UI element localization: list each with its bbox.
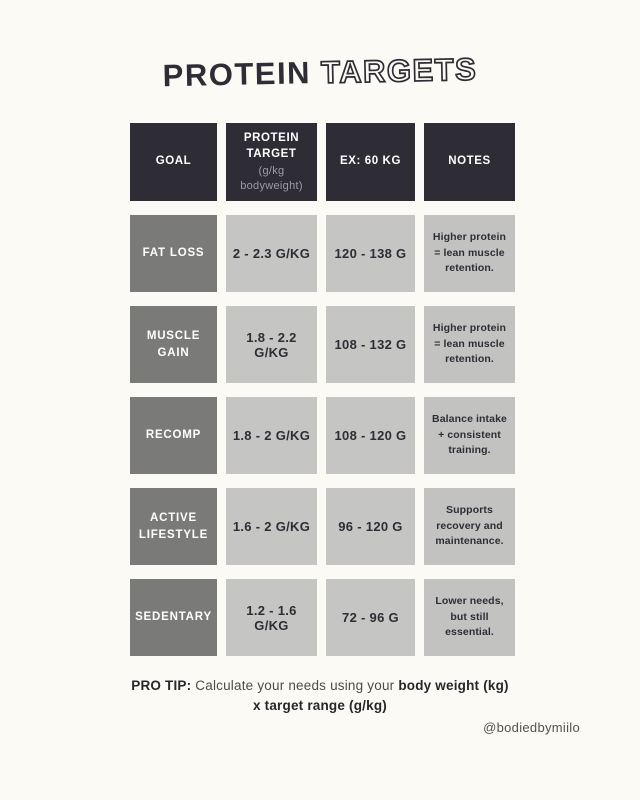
example-value: 96 - 120 G [338, 519, 403, 534]
goal-cell [130, 488, 217, 565]
notes-cell [424, 306, 515, 383]
target-value: 1.8 - 2.2 G/KG [246, 329, 297, 360]
notes-text: Higher protein = lean muscle retention. [432, 230, 507, 275]
notes-text: Supports recovery and maintenance. [435, 503, 504, 548]
target-cell [226, 579, 317, 656]
title-word-protein: PROTEIN [162, 55, 312, 94]
column-header-protein-target [226, 123, 317, 201]
notes-cell [424, 215, 515, 292]
pro-tip-bold-line2: x target range (g/kg) [253, 698, 387, 714]
goal-label: FAT LOSS [142, 247, 205, 260]
example-cell [326, 488, 415, 565]
column-header-goal [130, 123, 217, 201]
goal-label: MUSCLE GAIN [146, 329, 201, 359]
notes-text: Higher protein = lean muscle retention. [432, 321, 507, 366]
column-header-example [326, 123, 415, 201]
goal-label: ACTIVE LIFESTYLE [138, 511, 209, 541]
page-title [0, 49, 640, 96]
target-value: 2 - 2.3 G/KG [232, 246, 311, 261]
goal-cell [130, 306, 217, 383]
target-cell [226, 488, 317, 565]
notes-cell [424, 397, 515, 474]
target-cell [226, 397, 317, 474]
notes-cell [424, 579, 515, 656]
protein-targets-table [130, 123, 515, 656]
pro-tip-label: PRO TIP: [131, 678, 192, 693]
target-value: 1.8 - 2 G/KG [232, 428, 311, 443]
social-handle: @bodiedbymiilo [483, 720, 580, 735]
example-value: 108 - 120 G [334, 428, 407, 443]
target-cell [226, 306, 317, 383]
example-value: 108 - 132 G [334, 337, 407, 352]
notes-cell [424, 488, 515, 565]
example-cell [326, 215, 415, 292]
example-value: 120 - 138 G [334, 246, 407, 261]
target-value: 1.6 - 2 G/KG [232, 519, 311, 534]
goal-cell [130, 397, 217, 474]
goal-label: RECOMP [145, 429, 202, 442]
column-header-protein-target-sub: (g/kg bodyweight) [240, 165, 303, 192]
pro-tip-lead: Calculate your needs using your [191, 678, 399, 693]
example-cell [326, 397, 415, 474]
target-value: 1.2 - 1.6 G/KG [246, 602, 297, 633]
pro-tip-bold-line1: body weight (kg) [398, 678, 509, 693]
example-value: 72 - 96 G [342, 610, 399, 625]
example-cell [326, 579, 415, 656]
goal-cell [130, 215, 217, 292]
example-cell [326, 306, 415, 383]
column-header-protein-target-label: PROTEIN TARGET [243, 132, 300, 160]
pro-tip [0, 676, 640, 717]
notes-text: Balance intake + consistent training. [432, 412, 507, 457]
column-header-example-label: EX: 60 KG [339, 155, 401, 168]
goal-label: SEDENTARY [135, 611, 212, 624]
target-cell [226, 215, 317, 292]
notes-text: Lower needs, but still essential. [435, 594, 504, 639]
goal-cell [130, 579, 217, 656]
column-header-goal-label: GOAL [155, 155, 192, 168]
title-word-targets: TARGETS [320, 51, 478, 90]
column-header-notes-label: NOTES [448, 155, 491, 168]
column-header-notes [424, 123, 515, 201]
